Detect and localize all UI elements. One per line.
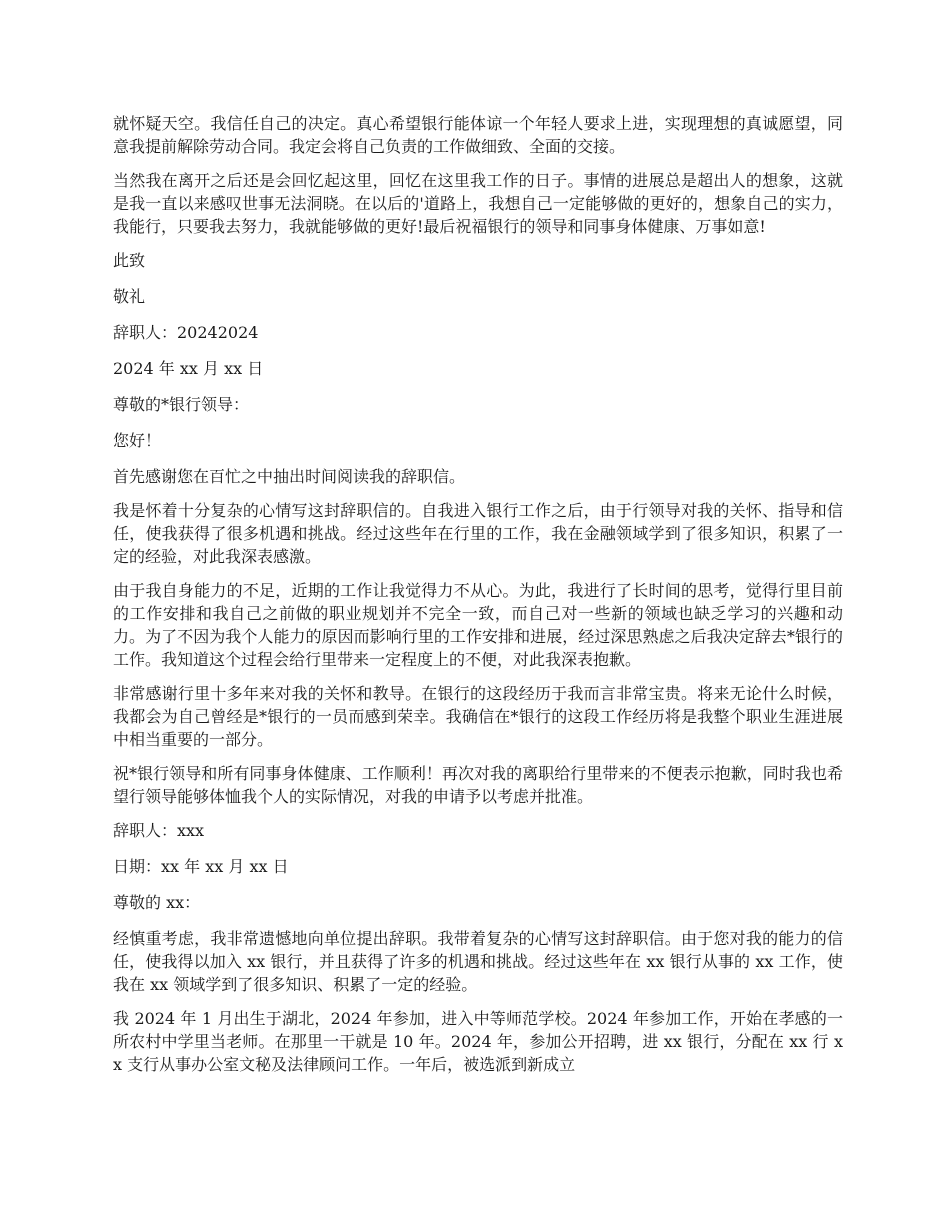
paragraph-2: 当然我在离开之后还是会回忆起这里，回忆在这里我工作的日子。事情的进展总是超出人的想象，这就是我一直以来感叹世事无法洞晓。在以后的'道路上，我想自己一定能够做的更好的，想象自己的实力，我能行，只要我去努力，我就能够做的更好!最后祝福银行的领导和同事身体健康、万事如意! <box>113 171 843 236</box>
paragraph-3: 首先感谢您在百忙之中抽出时间阅读我的辞职信。 <box>113 467 466 486</box>
salutation-2: 尊敬的 xx： <box>113 893 201 912</box>
paragraph-7: 祝*银行领导和所有同事身体健康、工作顺利！再次对我的离职给行里带来的不便表示抱歉，同时我也希望行领导能够体恤我个人的实际情况，对我的申请予以考虑并批准。 <box>113 764 843 806</box>
signer-line-2: 辞职人：xxx <box>113 821 205 840</box>
closing-jingli: 敬礼 <box>113 287 146 306</box>
paragraph-8: 经慎重考虑，我非常遗憾地向单位提出辞职。我带着复杂的心情写这封辞职信。由于您对我的能力的信任，使我得以加入 xx 银行，并且获得了许多的机遇和挑战。经过这些年在 xx 银行从事的 xx 工作，使我在 xx 领域学到了很多知识、积累了一定的经验。 <box>113 929 843 994</box>
paragraph-5: 由于我自身能力的不足，近期的工作让我觉得力不从心。为此，我进行了长时间的思考，觉得行里目前的工作安排和我自己之前做的职业规划并不完全一致，而自己对一些新的领域也缺乏学习的兴趣和动力。为了不因为我个人能力的原因而影响行里的工作安排和进展，经过深思熟虑之后我决定辞去*银行的工作。我知道这个过程会给行里带来一定程度上的不便，对此我深表抱歉。 <box>113 581 843 669</box>
date-line-1: 2024 年 xx 月 xx 日 <box>113 359 264 378</box>
paragraph-6: 非常感谢行里十多年来对我的关怀和教导。在银行的这段经历于我而言非常宝贵。将来无论什么时候，我都会为自己曾经是*银行的一员而感到荣幸。我确信在*银行的这段工作经历将是我整个职业生涯进展中相当重要的一部分。 <box>113 684 843 749</box>
paragraph-1: 就怀疑天空。我信任自己的决定。真心希望银行能体谅一个年轻人要求上进，实现理想的真诚愿望，同意我提前解除劳动合同。我定会将自己负责的工作做细致、全面的交接。 <box>113 114 843 156</box>
closing-cizhi: 此致 <box>113 251 146 270</box>
salutation-1: 尊敬的*银行领导： <box>113 395 250 414</box>
signer-line-1: 辞职人：20242024 <box>113 323 259 342</box>
date-line-2: 日期：xx 年 xx 月 xx 日 <box>113 857 289 876</box>
document-page <box>113 112 843 1087</box>
greeting: 您好！ <box>113 431 162 450</box>
paragraph-4: 我是怀着十分复杂的心情写这封辞职信的。自我进入银行工作之后，由于行领导对我的关怀、指导和信任，使我获得了很多机遇和挑战。经过这些年在行里的工作，我在金融领域学到了很多知识，积累了一定的经验，对此我深表感激。 <box>113 501 843 566</box>
paragraph-9: 我 2024 年 1 月出生于湖北，2024 年参加，进入中等师范学校。2024 年参加工作，开始在孝感的一所农村中学里当老师。在那里一干就是 10 年。2024 年，参加公开招聘，进 xx 银行，分配在 xx 行 xx 支行从事办公室文秘及法律顾问工作。一年后，被选派到新成立 <box>113 1009 843 1074</box>
